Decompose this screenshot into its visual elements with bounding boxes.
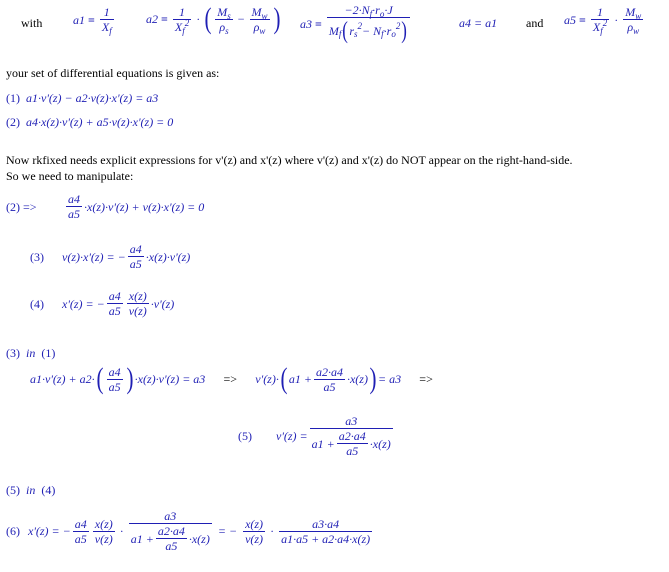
step-3-den: a5	[129, 257, 142, 271]
a1-definition: a1 = $\frac{1}{X_f}$	[73, 5, 112, 36]
step-3-fraction	[128, 243, 144, 270]
factored-num: a2·a4	[315, 364, 343, 379]
sub2-b: (4)	[41, 483, 56, 497]
sub1-a: (3)	[6, 346, 20, 360]
step-5-label: (5)	[238, 429, 252, 443]
step-6-lhs: x'(z) = −	[28, 524, 71, 538]
a2-symbol: a2	[146, 12, 158, 26]
substitution-3-in-1	[6, 347, 55, 359]
step-4-fraction1	[107, 290, 123, 317]
equation-1-label: (1)	[6, 91, 20, 105]
a2-t2-den: ρ	[253, 19, 260, 34]
a3-den-r-sup: 2	[357, 20, 363, 31]
step-3-num: a4	[129, 242, 142, 256]
step-2	[6, 193, 204, 220]
step-6-fraction3	[129, 510, 212, 552]
a2-term1	[215, 4, 233, 36]
step-6-d2: v(z)	[94, 531, 113, 546]
step-5-lhs: v'(z) =	[276, 429, 308, 443]
a3-num-mid: ·r	[372, 3, 380, 17]
factored-fraction	[314, 366, 345, 393]
a3-num-sub2: o	[379, 9, 385, 19]
factored-den: a5	[323, 379, 336, 394]
step-6-n4: x(z)	[245, 516, 264, 531]
step-5-inner-den: a5	[346, 444, 359, 458]
step-5-inner-fraction	[337, 430, 368, 457]
a5-definition: a5 = $\frac{1}{X_f^2}$ · $\frac{M_w}{\rho_w}$	[564, 5, 642, 36]
step-6-n5: a3·a4	[312, 516, 340, 531]
a2-fraction	[173, 4, 191, 36]
equation-2	[6, 116, 173, 128]
step-5-fraction	[310, 415, 393, 457]
a5-den1-sup: 2	[602, 18, 608, 28]
step-4	[30, 290, 174, 317]
a3-definition: a3 = $-2\cdot N_f\cdot r_o\cdot J$ M f ( r s 2 − N f ·r o 2 )	[300, 4, 412, 43]
step-5-inner-num: a2·a4	[338, 429, 366, 443]
a2-num: 1	[179, 4, 186, 19]
a5-den2: ρ	[627, 20, 634, 34]
step-6-inner-den: a5	[165, 539, 178, 553]
step-6-fraction1	[73, 518, 89, 545]
substitution-5-in-4	[6, 484, 55, 496]
step-6-d5: a1·a5 + a2·a4·x(z)	[281, 531, 371, 546]
manipulate-note: So we need to manipulate:	[6, 169, 134, 183]
step-6-n2: x(z)	[94, 516, 113, 531]
a3-den-minus: − N	[362, 24, 382, 38]
a5-fraction2	[623, 5, 643, 36]
intro-text: your set of differential equations is given as:	[6, 66, 220, 80]
step-6-d1: a5	[74, 531, 87, 546]
step-5-den-x: ·x(z)	[369, 436, 391, 451]
step-4-den2: v(z)	[128, 304, 147, 318]
and-label: and	[526, 16, 544, 30]
step-5	[238, 415, 395, 457]
step-6-d3-x: ·x(z)	[188, 531, 210, 546]
factored-eq: = a3	[377, 372, 402, 386]
a4-definition: a4 = a1	[459, 16, 498, 30]
a5-num1: 1	[597, 5, 604, 19]
a2-t1-num: M	[217, 4, 228, 19]
step-4-den1: a5	[108, 304, 121, 318]
step-6-n3: a3	[164, 509, 177, 523]
arrow-2: =>	[419, 372, 433, 386]
step-4-num1: a4	[108, 289, 121, 303]
a2-den: X	[174, 19, 183, 34]
a1-num: 1	[103, 5, 110, 19]
step-6-d3-a1: a1 +	[130, 531, 154, 546]
step-2-fraction	[66, 193, 82, 220]
sub2-a: (5)	[6, 483, 20, 497]
step-6-eq: = −	[217, 524, 238, 538]
a5-den1: X	[592, 20, 601, 34]
a3-den-ro: ·r	[383, 24, 392, 38]
a5-den2-sub: w	[633, 26, 640, 36]
step-4-num2: x(z)	[128, 289, 147, 303]
step-6-fraction2	[93, 518, 115, 545]
a5-symbol: a5	[564, 12, 576, 27]
a2-term2	[250, 4, 270, 36]
a5-num2-sub: w	[635, 11, 642, 21]
a2-t1-num-sub: s	[227, 10, 231, 21]
combined-rest: ·x(z)·v'(z) = a3	[134, 372, 206, 386]
a3-den-ro-sup: 2	[395, 20, 401, 31]
a2-t2-den-sub: w	[259, 25, 266, 36]
combined-line: a1·v'(z) + a2· ( $\frac{a4}{a5}$ ) ·x(z)·v'(z) = a3 => v'(z)· ( a1 + $\frac{a2\cdot a4}{a5}$ ·x(z) ) = a3 =>	[30, 364, 451, 394]
a3-num-end: ·J	[384, 3, 393, 17]
a3-den-r: r	[349, 24, 355, 38]
a1-symbol: a1	[73, 12, 85, 27]
a5-fraction1	[591, 5, 609, 36]
equation-1	[6, 92, 158, 104]
a3-den-ro-sub: o	[391, 28, 396, 39]
step-6-fraction5	[279, 518, 372, 545]
a2-t1-den: ρ	[219, 19, 226, 34]
step-4-rest: ·v'(z)	[150, 296, 175, 311]
equation-1-body: a1·v'(z) − a2·v(z)·x'(z) = a3	[26, 91, 159, 105]
a1-fraction	[100, 5, 114, 36]
a3-den-r-sub: s	[354, 28, 358, 39]
a2-t2-num-sub: w	[261, 10, 268, 21]
factored-a1: a1 +	[288, 372, 312, 386]
combined-den: a5	[108, 379, 121, 394]
step-3-rest: ·x(z)·v'(z)	[145, 249, 191, 264]
equation-2-label: (2)	[6, 115, 20, 129]
a3-den-n-sub: f	[381, 28, 384, 39]
step-4-lhs: x'(z) = −	[62, 296, 105, 311]
step-6-label: (6)	[6, 524, 20, 538]
a2-den-sub: f	[182, 25, 185, 36]
step-6: (6) x'(z) = − $\frac{a4}{a5}$ $\frac{x(z)}{v(z)}$ · a3 a1 + $\frac{a2\cdot a4}{a5}$ ·x(z) = − $\frac{x(z)}{v(z)}$ · $\frac{a3\cdot a4}{a1\cdot a5 + a2\cdot a4\cdot x(z)}$	[6, 509, 371, 553]
sub1-b: (1)	[41, 346, 56, 360]
a3-den-m: M	[328, 24, 339, 38]
a3-num: −2·N	[344, 3, 370, 17]
a5-den1-sub: f	[600, 26, 603, 36]
a2-definition: a2 = $\frac{1}{X_f^2}$ · ( $\frac{M_s}{\rho_s}$ − $\frac{M_w}{\rho_w}$ )	[146, 2, 281, 36]
a3-fraction: $-2\cdot N_f\cdot r_o\cdot J$ M f ( r s 2 − N f ·r o 2 )	[327, 4, 411, 43]
a3-num-sub1: f	[369, 9, 373, 19]
a2-t1-den-sub: s	[225, 25, 229, 36]
equation-2-body: a4·x(z)·v'(z) + a5·v(z)·x'(z) = 0	[26, 115, 174, 129]
rkfixed-note: Now rkfixed needs explicit expressions for v'(z) and x'(z) where v'(z) and x'(z) do NOT appear on the right-hand-side.	[6, 153, 573, 167]
a1-den: X	[101, 20, 110, 34]
step-2-num: a4	[68, 192, 80, 206]
factored-x: ·x(z)	[346, 372, 368, 386]
with-label: with	[21, 16, 43, 30]
step-6-fraction4	[243, 518, 265, 545]
step-3-label: (3)	[30, 249, 44, 264]
combined-start: a1·v'(z) + a2·	[30, 372, 95, 386]
combined-num: a4	[108, 364, 121, 379]
step-5-num: a3	[345, 414, 358, 428]
step-3-lhs: v(z)·x'(z) = −	[62, 249, 126, 264]
sub1-in: in	[26, 346, 36, 360]
a5-num2: M	[625, 5, 636, 19]
step-2-rest: ·x(z)·v'(z) + v(z)·x'(z) = 0	[84, 199, 205, 214]
step-6-inner-fraction	[156, 525, 187, 552]
a3-symbol: a3	[300, 16, 312, 31]
factored-start: v'(z)·	[255, 372, 279, 386]
sub2-in: in	[26, 483, 36, 497]
step-2-den: a5	[68, 207, 80, 221]
step-4-fraction2	[127, 290, 149, 317]
a2-t2-num: M	[251, 4, 262, 19]
step-2-label: (2) =>	[6, 199, 37, 214]
step-5-den-a1: a1 +	[311, 436, 335, 451]
a1-den-sub: f	[109, 26, 112, 36]
step-3	[30, 243, 190, 270]
step-4-label: (4)	[30, 296, 44, 311]
arrow-1: =>	[223, 372, 238, 386]
step-6-n1: a4	[74, 516, 87, 531]
step-6-inner-num: a2·a4	[157, 524, 185, 538]
a2-den-sup: 2	[184, 17, 190, 28]
combined-fraction	[107, 366, 123, 393]
step-6-d4: v(z)	[245, 531, 264, 546]
a3-den-m-sub: f	[338, 28, 342, 39]
